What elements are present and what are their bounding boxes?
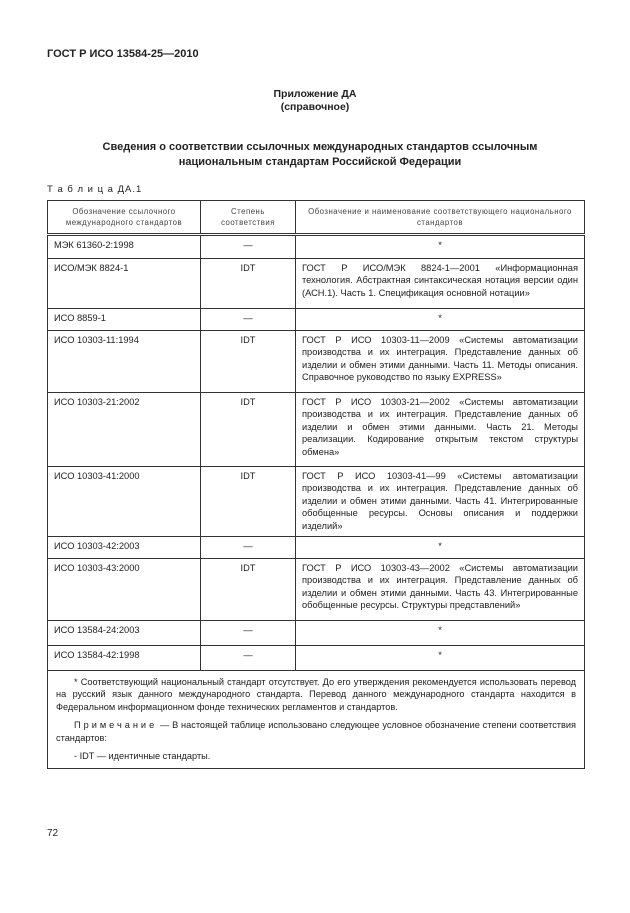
column-header-national: Обозначение и наименование соответствующего национального стандартов	[296, 201, 585, 235]
cell-degree: —	[201, 537, 296, 559]
note-item: - IDT — идентичные стандарты.	[74, 751, 211, 762]
cell-national: *	[296, 309, 585, 331]
cell-degree: IDT	[201, 393, 296, 467]
cell-national: ГОСТ Р ИСО/МЭК 8824-1—2001 «Информационная технология. Абстрактная синтаксическая нотация версии один (АСН.1). Часть 1. Спецификация основной нотации»	[296, 259, 585, 309]
cell-national: *	[296, 621, 585, 646]
document-header: ГОСТ Р ИСО 13584-25—2010	[47, 48, 199, 60]
cell-degree: IDT	[201, 259, 296, 309]
appendix-subtitle: (справочное)	[280, 101, 350, 113]
table-row	[48, 393, 585, 467]
column-header-ref: Обозначение ссылочного международного стандартов	[48, 201, 201, 235]
cell-ref: ИСО 10303-41:2000	[48, 467, 201, 537]
table-row	[48, 621, 585, 646]
cell-ref: ИСО 10303-43:2000	[48, 559, 201, 621]
table-row	[48, 559, 585, 621]
column-header-degree: Степень соответствия	[201, 201, 296, 235]
cell-degree: IDT	[201, 331, 296, 393]
note-text: — В настоящей таблице использовано следующее условное обозначение степени соответствия стандартов:	[56, 720, 576, 743]
cell-ref: ИСО 10303-21:2002	[48, 393, 201, 467]
cell-degree: IDT	[201, 467, 296, 537]
cell-degree: —	[201, 621, 296, 646]
cell-degree: —	[201, 646, 296, 671]
standards-table	[47, 200, 585, 769]
cell-ref: ИСО 10303-11:1994	[48, 331, 201, 393]
cell-national: ГОСТ Р ИСО 10303-21—2002 «Системы автоматизации производства и их интеграция. Представление данных об изделии и обмен этими данными. Часть 21. Методы реализации. Кодирование открытым текстом структуры обмена»	[296, 393, 585, 467]
table-row	[48, 309, 585, 331]
cell-ref: ИСО 13584-24:2003	[48, 621, 201, 646]
table-row	[48, 646, 585, 671]
cell-national: ГОСТ Р ИСО 10303-41—99 «Системы автоматизации производства и их интеграция. Представление данных об изделии и обмен этими данными. Часть 41. Интегрированные обобщенные ресурсы. Основы описания и поддержки изделий»	[296, 467, 585, 537]
cell-ref: ИСО/МЭК 8824-1	[48, 259, 201, 309]
table-row	[48, 259, 585, 309]
cell-degree: IDT	[201, 559, 296, 621]
table-row	[48, 331, 585, 393]
cell-national: ГОСТ Р ИСО 10303-43—2002 «Системы автоматизации производства и их интеграция. Представление данных об изделии и обмен этими данными. Часть 43. Интегрированные обобщенные ресурсы. Структуры представлений»	[296, 559, 585, 621]
table-row	[48, 467, 585, 537]
cell-national: *	[296, 235, 585, 259]
cell-ref: МЭК 61360-2:1998	[48, 235, 201, 259]
cell-national: *	[296, 537, 585, 559]
note-label: Примечание	[74, 720, 158, 731]
page-number: 72	[47, 828, 59, 839]
cell-degree: —	[201, 235, 296, 259]
cell-ref: ИСО 8859-1	[48, 309, 201, 331]
table-header-row	[48, 201, 585, 235]
table-row	[48, 235, 585, 259]
cell-national: ГОСТ Р ИСО 10303-11—2009 «Системы автоматизации производства и их интеграция. Представление данных об изделии и обмен этими данными. Часть 11. Методы описания. Справочное руководство по языку EXPRESS»	[296, 331, 585, 393]
cell-ref: ИСО 10303-42:2003	[48, 537, 201, 559]
table-row	[48, 537, 585, 559]
notes-row	[48, 671, 585, 769]
cell-ref: ИСО 13584-42:1998	[48, 646, 201, 671]
cell-national: *	[296, 646, 585, 671]
table-caption: Т а б л и ц а ДА.1	[47, 184, 143, 195]
section-title: Сведения о соответствии ссылочных международных стандартов ссылочным национальным стандартам Российской Федерации	[102, 141, 538, 168]
footnote: * Соответствующий национальный стандарт отсутствует. До его утверждения рекомендуется использовать перевод на русский язык данного международного стандарта. Перевод данного международного стандарта находится в Федеральном информационном фонде технических регламентов и стандартов.	[56, 677, 576, 712]
note	[56, 719, 576, 744]
cell-degree: —	[201, 309, 296, 331]
appendix-title: Приложение ДА	[273, 88, 357, 100]
